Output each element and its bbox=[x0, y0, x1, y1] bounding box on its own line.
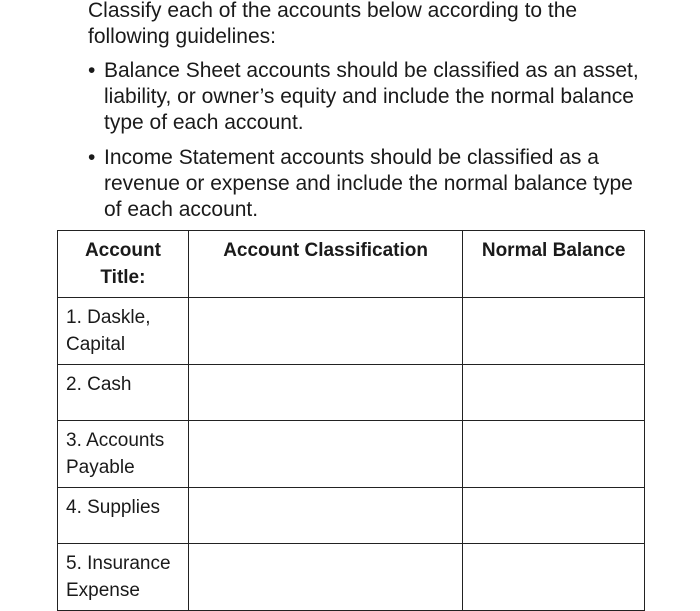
account-title-cell: 4. Supplies bbox=[58, 488, 189, 544]
guideline-balance-sheet bbox=[88, 58, 648, 136]
classification-cell[interactable] bbox=[188, 298, 462, 365]
account-title-cell: 5. Insurance Expense bbox=[58, 544, 189, 611]
classification-cell[interactable] bbox=[188, 421, 462, 488]
guidelines-list bbox=[88, 58, 648, 232]
table-row bbox=[58, 421, 645, 488]
table-row bbox=[58, 365, 645, 421]
table-row bbox=[58, 488, 645, 544]
bullet-icon: • bbox=[88, 146, 96, 169]
classification-cell[interactable] bbox=[188, 488, 462, 544]
normal-balance-cell[interactable] bbox=[463, 421, 645, 488]
table-row bbox=[58, 298, 645, 365]
classification-cell[interactable] bbox=[188, 544, 462, 611]
normal-balance-cell[interactable] bbox=[463, 298, 645, 365]
guideline-text: Income Statement accounts should be classified as a revenue or expense and include the normal balance type of each account. bbox=[104, 146, 633, 221]
header-normal-balance: Normal Balance bbox=[463, 231, 645, 298]
account-title-cell: 1. Daskle, Capital bbox=[58, 298, 189, 365]
account-title-cell: 2. Cash bbox=[58, 365, 189, 421]
guideline-text: Balance Sheet accounts should be classified as an asset, liability, or owner’s equity and include the normal balance type of each account. bbox=[104, 59, 639, 134]
normal-balance-cell[interactable] bbox=[463, 488, 645, 544]
guideline-income-statement bbox=[88, 145, 648, 223]
accounts-table bbox=[57, 230, 645, 611]
bullet-icon: • bbox=[88, 59, 96, 82]
normal-balance-cell[interactable] bbox=[463, 544, 645, 611]
normal-balance-cell[interactable] bbox=[463, 365, 645, 421]
classification-cell[interactable] bbox=[188, 365, 462, 421]
table-row bbox=[58, 544, 645, 611]
header-account-title: Account Title: bbox=[58, 231, 189, 298]
table-header-row bbox=[58, 231, 645, 298]
account-title-cell: 3. Accounts Payable bbox=[58, 421, 189, 488]
instructions-text: Classify each of the accounts below according to the following guidelines: bbox=[88, 0, 578, 48]
header-account-classification: Account Classification bbox=[188, 231, 462, 298]
